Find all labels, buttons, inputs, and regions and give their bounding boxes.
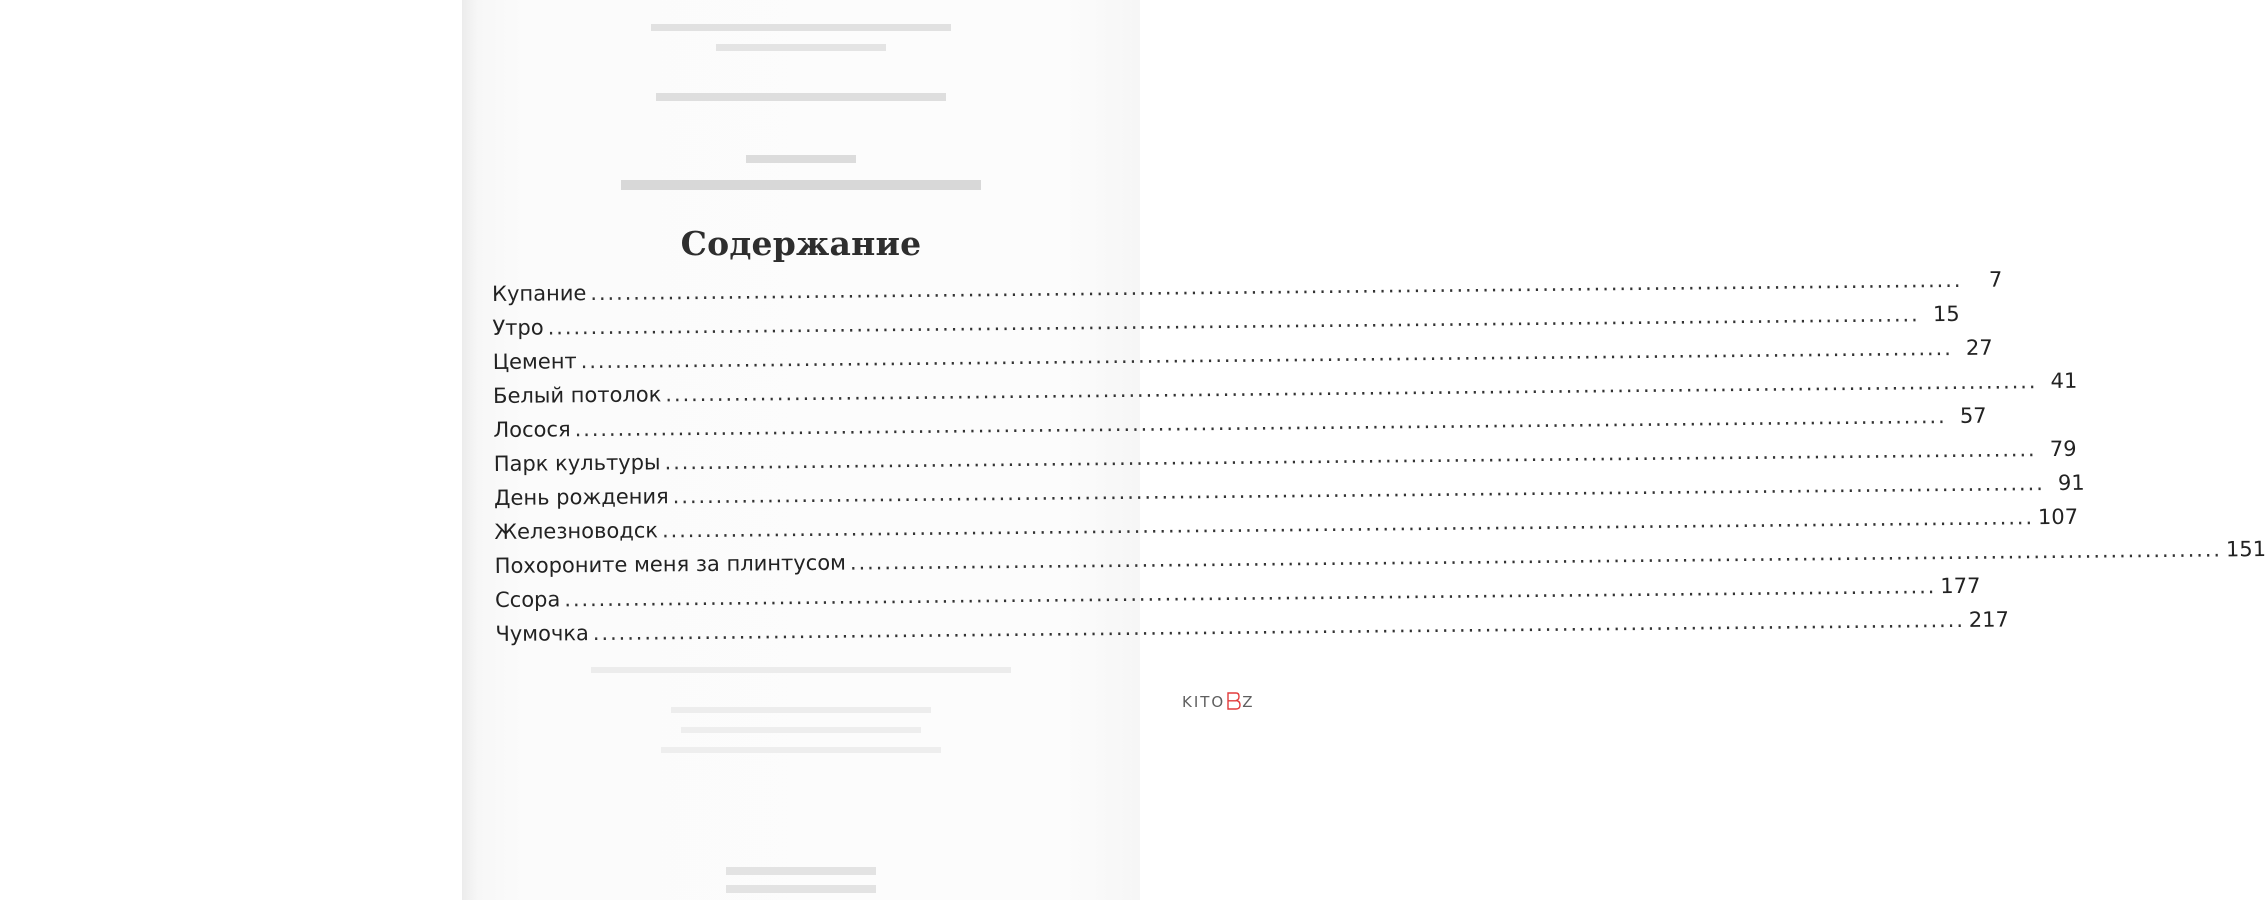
dot-leader: ................................................................................................................................................................ (590, 267, 1963, 306)
toc-entry (494, 504, 2079, 554)
toc-entry-title: Белый потолок (492, 382, 662, 408)
dot-leader: ................................................................................................................................................................ (672, 471, 2045, 509)
toc-entry (492, 301, 1960, 350)
show-through-line (462, 740, 1140, 750)
dot-leader: ................................................................................................................................................................ (574, 404, 1947, 442)
toc-entry (494, 573, 1981, 622)
dot-leader: ................................................................................................................................................................ (664, 437, 2037, 475)
toc-entry-title: Купание (492, 281, 587, 306)
dot-leader: ................................................................................................................................................................ (665, 369, 2038, 407)
show-through-line (462, 862, 1140, 874)
watermark-logo (1182, 692, 1255, 711)
show-through-line (462, 18, 1140, 30)
toc-entry-page: 27 (1965, 335, 1993, 360)
show-through-line (462, 150, 1140, 162)
show-through-line (462, 177, 1140, 193)
dot-leader: ................................................................................................................................................................ (547, 302, 1920, 340)
toc-entry-title: День рождения (493, 484, 669, 510)
dot-leader: ................................................................................................................................................................ (849, 537, 2223, 575)
watermark-text-end: Z (1242, 693, 1255, 711)
contents-heading: Содержание (680, 224, 922, 263)
show-through-line (462, 38, 1140, 50)
watermark-text-start: KITO (1182, 693, 1226, 711)
toc-entry-title: Ссора (494, 587, 561, 612)
show-through-line (462, 880, 1140, 892)
toc-entry-page: 177 (1940, 573, 1981, 599)
b-letter-icon (1226, 692, 1241, 710)
toc-entry-page: 151 (2225, 536, 2267, 562)
toc-entry-page: 107 (2037, 504, 2079, 530)
show-through-line (462, 660, 1140, 670)
show-through-line (462, 700, 1140, 710)
toc-entry-title: Утро (492, 315, 544, 340)
show-through-line (462, 88, 1140, 100)
dot-leader: ................................................................................................................................................................ (661, 505, 2035, 543)
toc-entry-page: 217 (1968, 607, 2010, 632)
toc-entry-page: 41 (2050, 368, 2078, 394)
toc-entry-page: 57 (1959, 403, 1987, 428)
toc-entry-title: Цемент (492, 349, 577, 374)
show-through-line (462, 720, 1140, 730)
toc-entry-title: Похороните меня за плинтусом (494, 550, 847, 578)
toc-entry-page: 15 (1932, 301, 1960, 327)
dot-leader: ................................................................................................................................................................ (580, 335, 1953, 374)
toc-entry (493, 436, 2077, 486)
toc-entry-title: Парк культуры (493, 450, 661, 476)
toc-entry-page: 7 (1988, 267, 2003, 292)
dot-leader: ................................................................................................................................................................ (592, 607, 1965, 646)
toc-entry (493, 403, 1987, 452)
toc-entry-title: Железноводск (494, 518, 659, 544)
toc-entry-title: Лосося (493, 417, 571, 442)
toc-entry (495, 607, 2010, 656)
table-of-contents (492, 267, 2267, 656)
toc-entry-title: Чумочка (495, 621, 589, 646)
toc-entry-page: 91 (2057, 470, 2085, 495)
toc-entry (492, 335, 1993, 384)
toc-entry-page: 79 (2049, 436, 2077, 462)
dot-leader: ................................................................................................................................................................ (564, 574, 1937, 612)
